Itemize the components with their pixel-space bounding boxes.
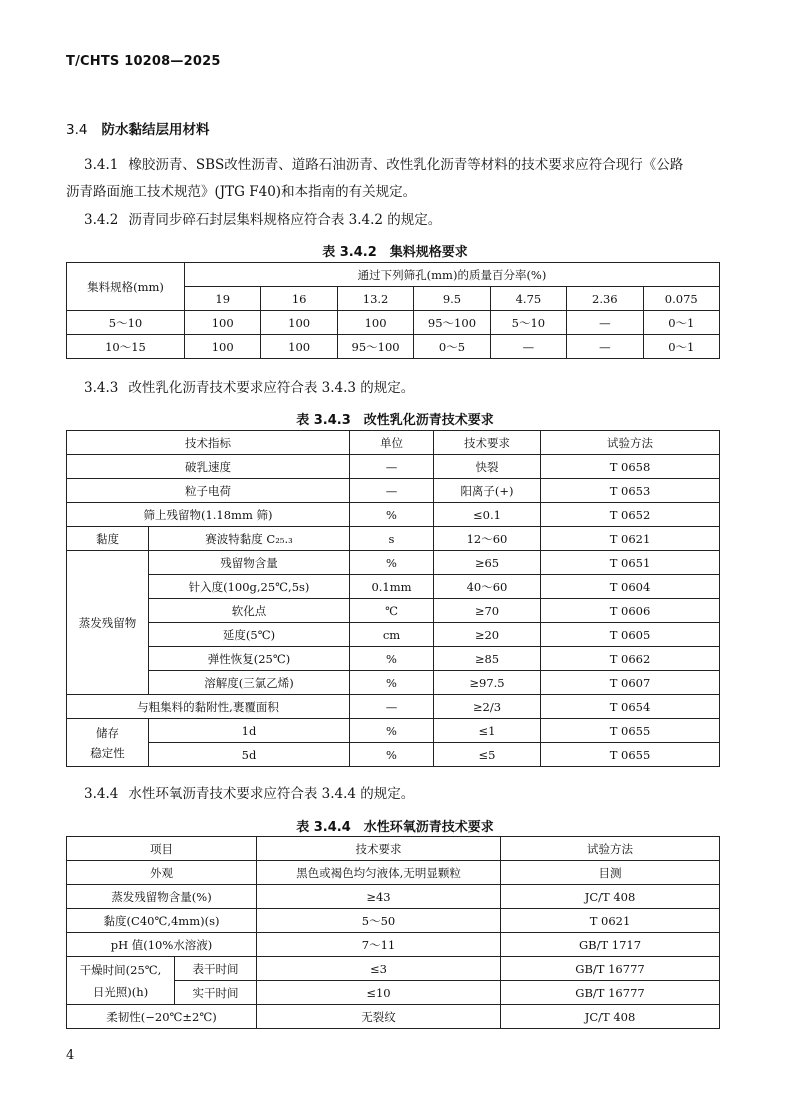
table-cell: 100: [261, 311, 337, 335]
clause-number: 3.4.4: [84, 786, 119, 802]
table-cell: ℃: [350, 599, 434, 623]
table-cell: T 0652: [541, 503, 720, 527]
paragraph-3-4-1-line1: [84, 152, 683, 179]
table-cell: —: [567, 335, 643, 359]
col-header: 集料规格(mm): [67, 263, 185, 311]
table-cell: 12～60: [434, 527, 541, 551]
clause-text: 改性乳化沥青技术要求应符合表 3.4.3 的规定。: [128, 380, 415, 396]
table-cell: T 0658: [541, 455, 720, 479]
table-cell: T 0653: [541, 479, 720, 503]
header-cell: 单位: [350, 431, 434, 455]
table-cell: 赛波特黏度 C₂₅.₃: [149, 527, 350, 551]
table-cell: JC/T 408: [501, 1005, 720, 1029]
table-row: [67, 957, 720, 981]
group-cell: 干燥时间(25℃, 日光照)(h): [67, 957, 175, 1005]
table-cell: 40～60: [434, 575, 541, 599]
table-cell: T 0607: [541, 671, 720, 695]
table-cell: %: [350, 671, 434, 695]
table-cell: 筛上残留物(1.18mm 筛): [67, 503, 350, 527]
header-cell: 试验方法: [501, 837, 720, 861]
table-cell: ≤0.1: [434, 503, 541, 527]
table-cell: —: [350, 695, 434, 719]
table-row: [67, 909, 720, 933]
table-cell: 95～100: [414, 311, 490, 335]
table-cell: ≤1: [434, 719, 541, 743]
clause-number: 3.4.1: [84, 157, 119, 173]
table-row: [67, 647, 720, 671]
table-row: [67, 719, 720, 743]
table-cell: GB/T 16777: [501, 981, 720, 1005]
section-number: 3.4: [66, 122, 88, 138]
table-cell: 针入度(100g,25℃,5s): [149, 575, 350, 599]
table-row: [67, 623, 720, 647]
sieve-cell: 19: [185, 287, 261, 311]
table-cell: 5～10: [490, 311, 566, 335]
table-cell: 100: [185, 311, 261, 335]
table-cell: 黏度(C40℃,4mm)(s): [67, 909, 257, 933]
table-cell: 目测: [501, 861, 720, 885]
table-cell: 100: [185, 335, 261, 359]
table-cell: —: [350, 455, 434, 479]
table-cell: 表干时间: [175, 957, 257, 981]
header-cell: 技术指标: [67, 431, 350, 455]
table-header-row: [67, 431, 720, 455]
table-cell: 实干时间: [175, 981, 257, 1005]
table-cell: JC/T 408: [501, 885, 720, 909]
table-cell: pH 值(10%水溶液): [67, 933, 257, 957]
table-cell: 延度(5℃): [149, 623, 350, 647]
table-cell: 粒子电荷: [67, 479, 350, 503]
table-row: [67, 1005, 720, 1029]
sieve-cell: 9.5: [414, 287, 490, 311]
table-row: [67, 575, 720, 599]
table-row: [67, 479, 720, 503]
table-cell: T 0606: [541, 599, 720, 623]
table-3-4-3-caption: 表 3.4.3 改性乳化沥青技术要求: [296, 413, 494, 428]
sieve-cell: 13.2: [337, 287, 413, 311]
paragraph-3-4-4: [84, 781, 414, 808]
table-cell: 弹性恢复(25℃): [149, 647, 350, 671]
table-cell: 0～5: [414, 335, 490, 359]
table-cell: 阳离子(+): [434, 479, 541, 503]
group-header: 通过下列筛孔(mm)的质量百分率(%): [185, 263, 720, 287]
table-cell: 溶解度(三氯乙烯): [149, 671, 350, 695]
table-cell: T 0651: [541, 551, 720, 575]
table-cell: 10～15: [67, 335, 185, 359]
table-cell: 黑色或褐色均匀液体,无明显颗粒: [257, 861, 501, 885]
standard-number: T/CHTS 10208—2025: [66, 54, 221, 69]
table-cell: ≥43: [257, 885, 501, 909]
paragraph-3-4-2: [84, 207, 441, 234]
sieve-cell: 2.36: [567, 287, 643, 311]
table-cell: 残留物含量: [149, 551, 350, 575]
table-header-row: [67, 837, 720, 861]
table-cell: 0～1: [643, 311, 719, 335]
table-cell: 无裂纹: [257, 1005, 501, 1029]
table-row: [67, 671, 720, 695]
table-cell: T 0655: [541, 719, 720, 743]
table-cell: —: [490, 335, 566, 359]
paragraph-3-4-1-line2: 沥青路面施工技术规范》(JTG F40)和本指南的有关规定。: [66, 184, 417, 200]
table-cell: 外观: [67, 861, 257, 885]
table-row: [67, 455, 720, 479]
table-cell: 软化点: [149, 599, 350, 623]
table-cell: %: [350, 743, 434, 767]
clause-text: 沥青同步碎石封层集料规格应符合表 3.4.2 的规定。: [128, 212, 442, 228]
table-cell: s: [350, 527, 434, 551]
table-cell: cm: [350, 623, 434, 647]
table-cell: 1d: [149, 719, 350, 743]
table-cell: 100: [337, 311, 413, 335]
table-cell: ≥20: [434, 623, 541, 647]
table-cell: 快裂: [434, 455, 541, 479]
table-cell: %: [350, 719, 434, 743]
table-cell: T 0654: [541, 695, 720, 719]
table-cell: %: [350, 647, 434, 671]
table-cell: 95～100: [337, 335, 413, 359]
table-3-4-2-caption: 表 3.4.2 集料规格要求: [322, 245, 468, 260]
sieve-cell: 0.075: [643, 287, 719, 311]
table-cell: 与粗集料的黏附性,裹覆面积: [67, 695, 350, 719]
table-row: [67, 527, 720, 551]
table-cell: 破乳速度: [67, 455, 350, 479]
header-cell: 试验方法: [541, 431, 720, 455]
table-row: [67, 551, 720, 575]
table-cell: 100: [261, 335, 337, 359]
table-cell: ≤10: [257, 981, 501, 1005]
group-cell: 储存 稳定性: [67, 719, 149, 767]
table-3-4-4-caption: 表 3.4.4 水性环氧沥青技术要求: [296, 820, 494, 835]
table-cell: ≥65: [434, 551, 541, 575]
table-cell: ≥97.5: [434, 671, 541, 695]
table-cell: T 0662: [541, 647, 720, 671]
table-cell: T 0605: [541, 623, 720, 647]
section-heading: [66, 118, 209, 138]
table-cell: ≥70: [434, 599, 541, 623]
table-cell: 5d: [149, 743, 350, 767]
table-row: [67, 861, 720, 885]
table-cell: ≥85: [434, 647, 541, 671]
clause-number: 3.4.2: [84, 212, 119, 228]
clause-text: 水性环氧沥青技术要求应符合表 3.4.4 的规定。: [128, 786, 415, 802]
section-title: 防水黏结层用材料: [101, 122, 210, 138]
table-cell: ≤3: [257, 957, 501, 981]
table-cell: 5～50: [257, 909, 501, 933]
table-row: [67, 503, 720, 527]
table-cell: 0.1mm: [350, 575, 434, 599]
table-3-4-3: [66, 430, 720, 767]
table-cell: %: [350, 503, 434, 527]
clause-number: 3.4.3: [84, 380, 119, 396]
group-cell: 蒸发残留物: [67, 551, 149, 695]
table-cell: ≥2/3: [434, 695, 541, 719]
table-row: [67, 335, 720, 359]
table-3-4-4: [66, 836, 720, 1029]
header-cell: 技术要求: [257, 837, 501, 861]
table-cell: %: [350, 551, 434, 575]
paragraph-3-4-3: [84, 375, 414, 402]
table-cell: T 0604: [541, 575, 720, 599]
table-cell: 0～1: [643, 335, 719, 359]
group-cell: 黏度: [67, 527, 149, 551]
table-cell: 柔韧性(−20℃±2℃): [67, 1005, 257, 1029]
table-cell: GB/T 1717: [501, 933, 720, 957]
table-cell: —: [350, 479, 434, 503]
table-cell: —: [567, 311, 643, 335]
clause-text: 橡胶沥青、SBS改性沥青、道路石油沥青、改性乳化沥青等材料的技术要求应符合现行《公路: [128, 157, 684, 173]
table-cell: T 0655: [541, 743, 720, 767]
table-row: [67, 311, 720, 335]
table-cell: 7～11: [257, 933, 501, 957]
table-cell: 蒸发残留物含量(%): [67, 885, 257, 909]
table-row: [67, 599, 720, 623]
table-3-4-2: [66, 262, 720, 359]
page-number: 4: [66, 1048, 75, 1063]
table-cell: T 0621: [541, 527, 720, 551]
table-row: [67, 933, 720, 957]
sieve-cell: 16: [261, 287, 337, 311]
table-cell: T 0621: [501, 909, 720, 933]
table-row: [67, 743, 720, 767]
table-cell: GB/T 16777: [501, 957, 720, 981]
table-row: [67, 885, 720, 909]
table-cell: 5～10: [67, 311, 185, 335]
header-cell: 技术要求: [434, 431, 541, 455]
table-cell: ≤5: [434, 743, 541, 767]
header-cell: 项目: [67, 837, 257, 861]
table-row: [67, 695, 720, 719]
sieve-cell: 4.75: [490, 287, 566, 311]
